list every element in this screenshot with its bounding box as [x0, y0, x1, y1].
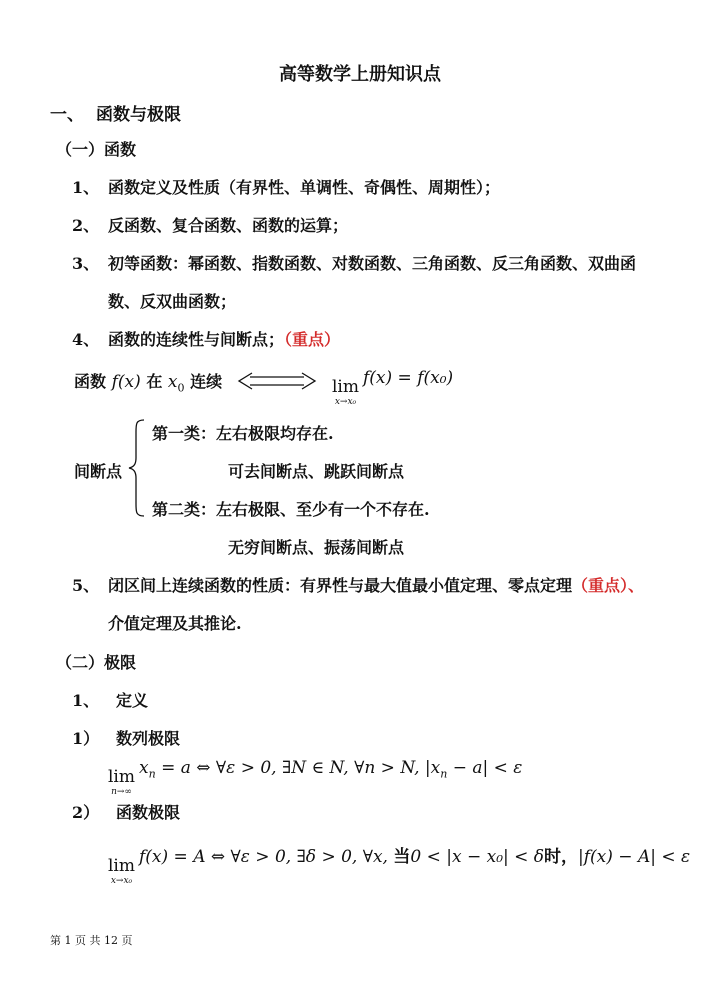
page-title: 高等数学上册知识点 [279, 64, 441, 85]
sequence-limit-formula [108, 758, 522, 797]
item-text: 闭区间上连续函数的性质：有界性与最大值最小值定理、零点定理 [108, 576, 573, 595]
continuity-prefix: 函数 [74, 372, 107, 391]
continuity-definition [74, 369, 222, 394]
continuity-at: 在 [146, 372, 163, 391]
discontinuity-kind-2-examples: 无穷间断点、振荡间断点 [228, 538, 405, 557]
function-limit-heading [72, 800, 180, 823]
item-number: 5、 [72, 576, 100, 595]
item-text-continued: 介值定理及其推论. [108, 614, 242, 633]
item-number: 1、 [72, 178, 100, 197]
item-text: 初等函数：幂函数、指数函数、对数函数、三角函数、反三角函数、双曲函 [108, 254, 637, 273]
continuity-rhs: f(x) = f(x₀) [363, 368, 454, 388]
item-text: 数列极限 [116, 729, 181, 748]
key-point-label: （重点） [284, 330, 341, 349]
list-item [72, 327, 340, 350]
subsection-heading-function: （一）函数 [56, 140, 137, 159]
formula-subscript: n [148, 767, 156, 781]
definition-heading [72, 688, 148, 711]
lim-symbol: lim [108, 856, 135, 876]
section-heading [50, 100, 181, 125]
formula-subscript: n [440, 767, 448, 781]
item-number: 2） [72, 803, 100, 822]
list-item [72, 175, 500, 198]
section-number: 一、 [50, 105, 84, 125]
list-item [72, 213, 348, 236]
item-number: 1） [72, 729, 100, 748]
formula-then: 时， [544, 847, 579, 867]
sequence-limit-heading [72, 726, 180, 749]
item-text-continued: 数、反双曲函数； [108, 292, 237, 311]
formula-part-3: |f(x) − A| < ε [578, 847, 691, 867]
item-text-tail: 、 [628, 576, 645, 595]
discontinuity-label: 间断点 [74, 462, 123, 481]
discontinuity-kind-2: 第二类：左右极限、至少有一个不存在. [152, 500, 430, 519]
lim-subscript: x→x₀ [334, 397, 357, 407]
item-number: 1、 [72, 691, 100, 710]
list-item [72, 251, 636, 274]
page-footer: 第 1 页 共 12 页 [50, 934, 133, 947]
key-point-label: （重点） [572, 576, 629, 595]
item-number: 2、 [72, 216, 100, 235]
formula-end: − a| < ε [447, 758, 523, 778]
lim-subscript: n→∞ [111, 787, 132, 797]
subsection-heading-limit: （二）极限 [56, 653, 137, 672]
double-arrow-icon [236, 372, 318, 390]
x0-symbol: x [167, 372, 178, 392]
fx-symbol: f(x) [111, 372, 141, 392]
formula-part-2: 0 < |x − x₀| < δ [410, 847, 545, 867]
item-text: 反函数、复合函数、函数的运算； [108, 216, 349, 235]
list-item [72, 573, 644, 596]
continuity-limit [332, 368, 453, 407]
continuity-suffix: 连续 [190, 372, 223, 391]
left-brace-icon [126, 418, 148, 518]
item-number: 4、 [72, 330, 100, 349]
x0-subscript: 0 [177, 381, 185, 395]
formula-when: 当 [393, 847, 411, 867]
item-number: 3、 [72, 254, 100, 273]
discontinuity-kind-1-examples: 可去间断点、跳跃间断点 [228, 462, 405, 481]
discontinuity-kind-1: 第一类：左右极限均存在. [152, 424, 334, 443]
lim-symbol: lim [332, 377, 359, 397]
formula-body: x [139, 758, 149, 778]
formula-part-1: f(x) = A ⇔ ∀ε > 0, ∃δ > 0, ∀x, [139, 847, 394, 867]
item-text: 函数极限 [116, 803, 181, 822]
lim-symbol: lim [108, 767, 135, 787]
lim-subscript: x→x₀ [110, 876, 133, 886]
item-text: 定义 [116, 691, 149, 710]
section-label: 函数与极限 [96, 105, 181, 125]
item-text: 函数的连续性与间断点； [108, 330, 285, 349]
item-text: 函数定义及性质（有界性、单调性、奇偶性、周期性）； [108, 178, 501, 197]
function-limit-formula [108, 842, 690, 886]
formula-rest: = a ⇔ ∀ε > 0, ∃N ∈ N, ∀n > N, |x [155, 758, 441, 778]
